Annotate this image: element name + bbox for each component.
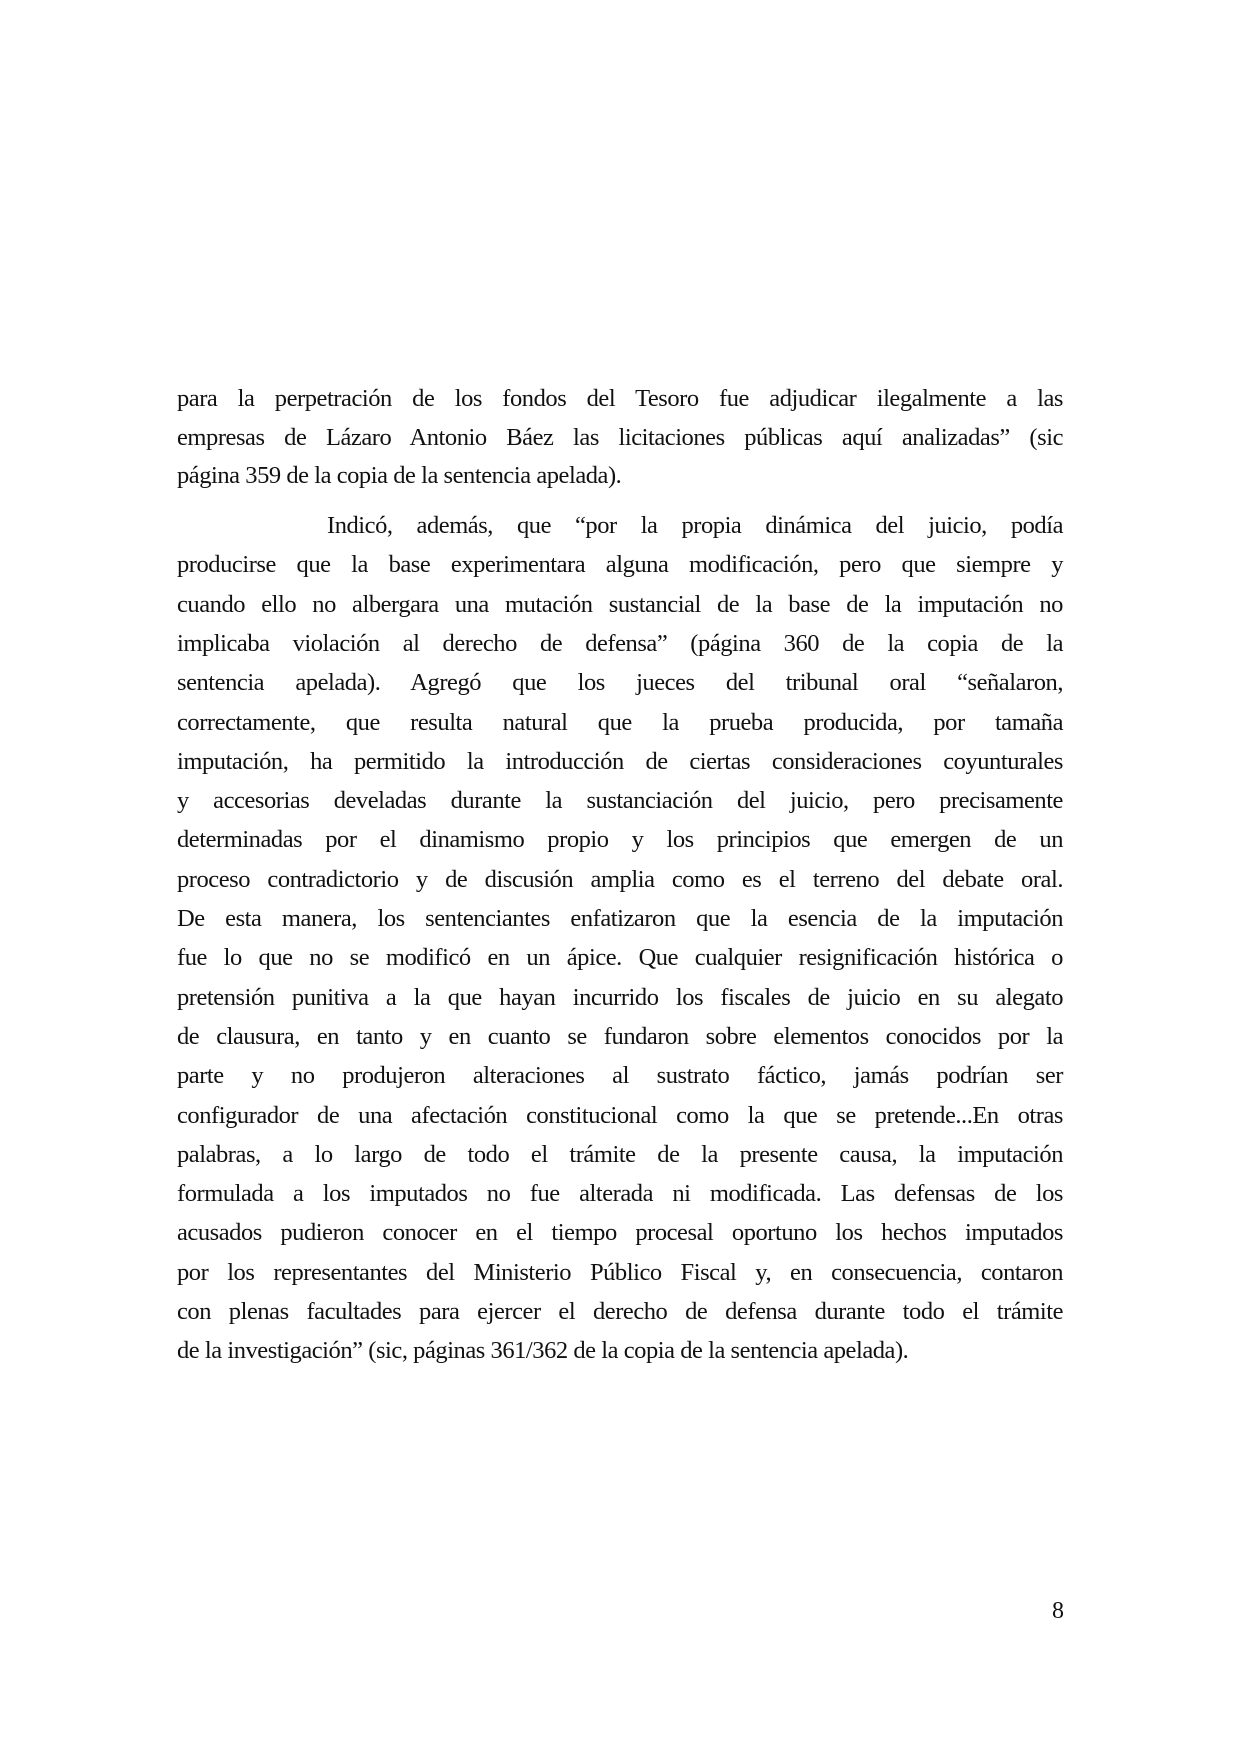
text-line: para la perpetración de los fondos del Tesoro fue adjudicar ilegalmente a las — [177, 385, 1063, 412]
text-line: empresas de Lázaro Antonio Báez las licitaciones públicas aquí analizadas” (sic — [177, 423, 1063, 451]
text-line: cuando ello no albergara una mutación sustancial de la base de la imputación no — [177, 590, 1063, 618]
text-line: implicaba violación al derecho de defensa” (página 360 de la copia de la — [177, 629, 1063, 657]
text-line: correctamente, que resulta natural que la prueba producida, por tamaña — [177, 708, 1063, 736]
text-line: de la investigación” (sic, páginas 361/362 de la copia de la sentencia apelada). — [177, 1337, 909, 1365]
text-line: página 359 de la copia de la sentencia apelada). — [177, 462, 622, 490]
text-line: producirse que la base experimentara alguna modificación, pero que siempre y — [177, 551, 1063, 579]
text-line: sentencia apelada). Agregó que los jueces del tribunal oral “señalaron, — [177, 669, 1063, 697]
text-line: por los representantes del Ministerio Público Fiscal y, en consecuencia, contaron — [177, 1258, 1063, 1286]
text-line: determinadas por el dinamismo propio y los principios que emergen de un — [177, 826, 1063, 854]
text-line: Indicó, además, que “por la propia dinámica del juicio, podía — [327, 512, 1063, 539]
text-line: imputación, ha permitido la introducción de ciertas consideraciones coyunturales — [177, 747, 1063, 775]
text-line: proceso contradictorio y de discusión amplia como es el terreno del debate oral. — [177, 865, 1063, 893]
page-number: 8 — [1052, 1598, 1064, 1624]
text-line: acusados pudieron conocer en el tiempo procesal oportuno los hechos imputados — [177, 1219, 1063, 1247]
text-line: y accesorias develadas durante la sustanciación del juicio, pero precisamente — [177, 787, 1063, 815]
text-line: configurador de una afectación constitucional como la que se pretende...En otras — [177, 1101, 1063, 1129]
text-line: con plenas facultades para ejercer el derecho de defensa durante todo el trámite — [177, 1298, 1063, 1325]
text-line: parte y no produjeron alteraciones al sustrato fáctico, jamás podrían ser — [177, 1062, 1063, 1090]
text-line: pretensión punitiva a la que hayan incurrido los fiscales de juicio en su alegato — [177, 983, 1063, 1011]
text-line: de clausura, en tanto y en cuanto se fundaron sobre elementos conocidos por la — [177, 1022, 1063, 1050]
text-line: palabras, a lo largo de todo el trámite de la presente causa, la imputación — [177, 1140, 1063, 1168]
text-line: fue lo que no se modificó en un ápice. Que cualquier resignificación histórica o — [177, 944, 1063, 972]
text-line: formulada a los imputados no fue alterada ni modificada. Las defensas de los — [177, 1180, 1063, 1208]
text-line: De esta manera, los sentenciantes enfatizaron que la esencia de la imputación — [177, 905, 1063, 932]
